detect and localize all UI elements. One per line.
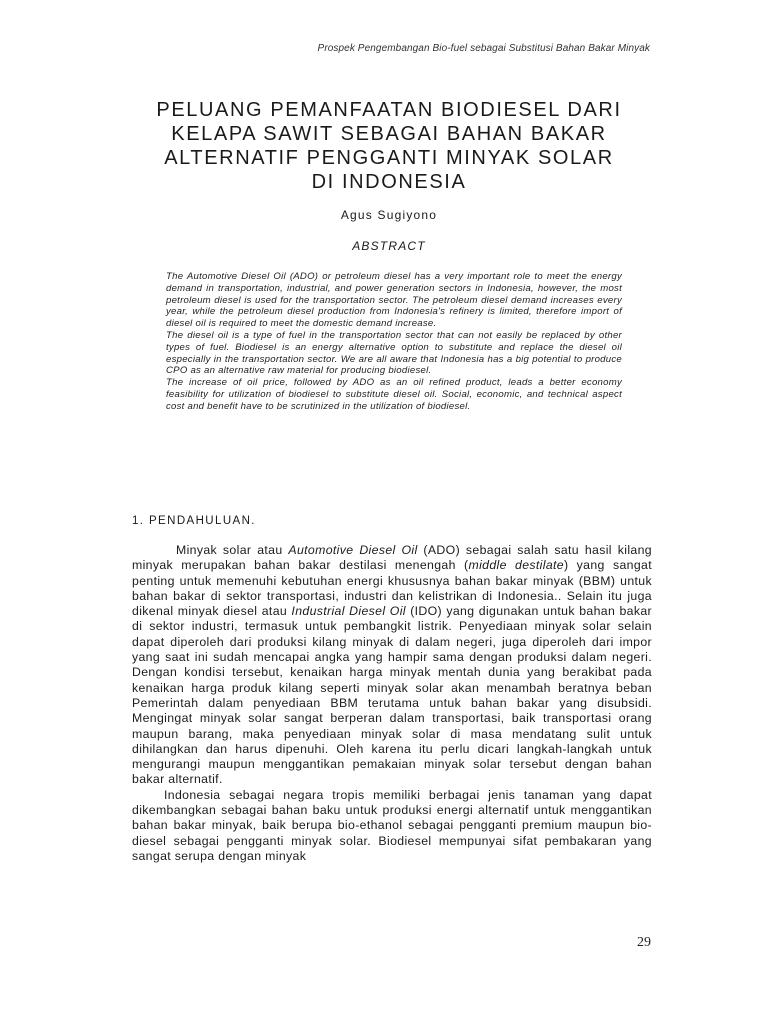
page-number: 29 [637, 935, 651, 950]
italic-term: middle destilate [468, 558, 564, 573]
title-line: PELUANG PEMANFAATAN BIODIESEL DARI [156, 99, 622, 121]
title-line: ALTERNATIF PENGGANTI MINYAK SOLAR [164, 147, 614, 169]
italic-term: Automotive Diesel Oil [288, 543, 418, 557]
section-heading: 1. PENDAHULUAN. [132, 515, 256, 527]
body-paragraph: Indonesia sebagai negara tropis memiliki berbagai jenis tanaman yang dapat dikembangkan sebagai bahan baku untuk produksi energi alternatif untuk menggantikan bahan bakar minyak, baik berupa bio-ethanol sebagai pengganti premium maupun bio-diesel sebagai pengganti minyak solar. Biodiesel mempunyai sifat pembakaran yang sangat serupa dengan minyak [132, 787, 652, 863]
running-header: Prospek Pengembangan Bio-fuel sebagai Substitusi Bahan Bakar Minyak [317, 43, 650, 54]
text-run: Minyak solar atau [176, 543, 289, 557]
abstract-paragraph: The Automotive Diesel Oil (ADO) or petroleum diesel has a very important role to meet the energy demand in transportation, industrial, and power generation sectors in Indonesia, however, the most petroleum diesel is used for the transportation sector. The petroleum diesel demand increases every year, while the petroleum diesel production from Indonesia's refinery is limited, therefore import of diesel oil is required to meet the domestic demand increase. [166, 271, 622, 330]
abstract-heading: ABSTRACT [352, 239, 426, 253]
text-run: (ADO) sebagai salah satu hasil kilang minyak merupakan bahan bakar destilasi menengah ( [132, 543, 652, 573]
title-line: DI INDONESIA [311, 171, 467, 193]
author-name: Agus Sugiyono [340, 208, 438, 222]
body-paragraph [132, 543, 652, 788]
title-line: KELAPA SAWIT SEBAGAI BAHAN BAKAR [171, 123, 607, 145]
body-text [132, 543, 652, 864]
text-run: (IDO) yang digunakan untuk bahan bakar di sektor industri, termasuk untuk pembangkit listrik. Penyediaan minyak solar selain dapat diperoleh dari produksi kilang minyak di dalam negeri, juga diperoleh dari impor yang saat ini sudah mencapai angka yang hampir sama dengan produksi dalam negeri. Dengan kondisi tersebut, kenaikan harga minyak mentah dunia yang berakibat pada kenaikan harga produk kilang seperti minyak solar akan menambah beratnya beban Pemerintah dalam penyediaan BBM terutama untuk bahan bakar yang disubsidi. Mengingat minyak solar sangat berperan dalam transportasi, baik transportasi orang maupun barang, maka penyediaan minyak solar di masa mendatang sulit untuk dihilangkan dan harus dipenuhi. Oleh karena itu perlu dicari langkah-langkah untuk mengurangi maupun menggantikan pemakaian minyak solar tersebut dengan bahan bakar alternatif. [132, 604, 652, 787]
abstract-paragraph: The diesel oil is a type of fuel in the transportation sector that can not easily be replaced by other types of fuel. Biodiesel is an energy alternative option to substitute and replace the diesel oil especially in the transportation sector. We are all aware that Indonesia has a big potential to produce CPO as an alternative raw material for producing biodiesel. [166, 329, 622, 377]
italic-term: Industrial Diesel Oil [291, 604, 406, 619]
abstract-paragraph: The increase of oil price, followed by ADO as an oil refined product, leads a better economy feasibility for utilization of biodiesel to substitute diesel oil. Social, economic, and technical aspect cost and benefit have to be scrutinized in the utilization of biodiesel. [166, 377, 622, 412]
article-title [130, 98, 648, 194]
abstract-body [166, 271, 622, 413]
text-run: ) yang sangat penting untuk memenuhi kebutuhan energi khususnya bahan bakar minyak (BBM) untuk bahan bakar di sektor transportasi, industri dan kelistrikan di Indonesia.. Selain itu juga dikenal minyak diesel atau [132, 558, 652, 619]
